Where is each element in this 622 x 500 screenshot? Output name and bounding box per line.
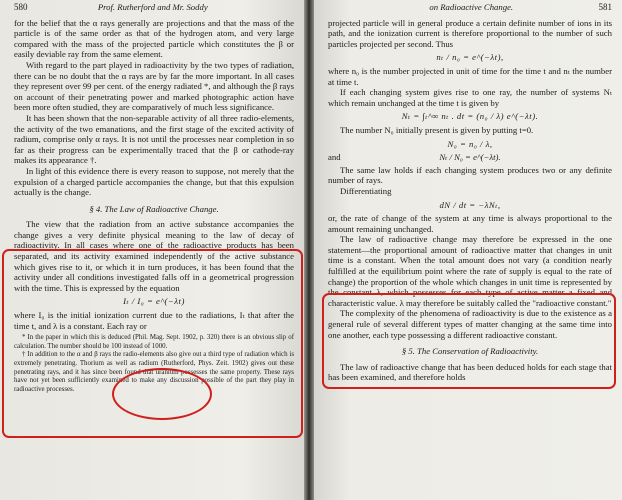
left-paragraph-2: With regard to the part played in radioactivity by the two types of radiation, there can be no doubt that the α rays are by far the more important. In all cases they represent over 99 per cent. of the energy radiated *, and although the β rays on account of their penetrating power and marked photographic action have been more often studied, they are comparatively of much less significance. bbox=[14, 59, 294, 113]
right-paragraph-6: Differentiating bbox=[340, 185, 392, 196]
right-paragraph-8: The complexity of the phenomena of radioactivity is due to the existence as a general rule of several different types of matter changing at the same time into one another, each type possessing a different radioactive constant. bbox=[328, 308, 612, 340]
right-paragraph-7: or, the rate of change of the system at any time is always proportional to the amount remaining unchanged. bbox=[328, 213, 612, 234]
left-paragraph-1: for the belief that the α rays generally are projections and that the mass of the particle is of the same order as that of the hydrogen atom, and very large compared with the mass of the projected particle which constitutes the β or easily deviable ray from the same element. bbox=[14, 17, 294, 60]
right-page-number: 581 bbox=[598, 2, 612, 12]
left-paragraph-4: In light of this evidence there is every reason to suppose, not merely that the expulsion of a charged particle accompanies the change, but that this expulsion actually is the change. bbox=[14, 165, 294, 198]
boxed-law-paragraph: The law of radioactive change may therefore be expressed in the one statement—the proportional amount of radioactive matter that changes in unit time is a constant. When the total amount does not vary (a condition nearly fulfilled at the equilibrium point where the rate of supply is equal to the rate of change) the proportion of the whole which changes in unit time is represented by the constant λ, which possesses for each type of active matter a fixed and characteristic value. λ may therefore be suitably called the "radioactive constant." bbox=[328, 234, 612, 308]
and-label: and bbox=[328, 152, 341, 163]
decay-equation: Iₜ / I₀ = e^(−λt) bbox=[123, 296, 185, 307]
equation-ratio-n: nₜ / n₀ = e^(−λt), bbox=[436, 52, 504, 63]
right-paragraph-5: The same law holds if each changing system produces two or any definite number of rays. bbox=[328, 164, 612, 186]
right-running-title: on Radioactive Change. bbox=[429, 2, 514, 12]
right-running-head bbox=[328, 2, 612, 13]
left-running-head bbox=[14, 2, 294, 13]
section-5-heading: § 5. The Conservation of Radioactivity. bbox=[401, 346, 539, 357]
left-running-title: Prof. Rutherford and Mr. Soddy bbox=[97, 2, 208, 12]
equation-row-and bbox=[328, 152, 612, 163]
footnotes bbox=[14, 334, 294, 394]
right-paragraph-4: The number N₀ initially present is given by putting t=0. bbox=[340, 124, 534, 135]
equation-derivative: dN / dt = −λNₜ, bbox=[439, 199, 501, 210]
right-page bbox=[314, 0, 622, 500]
left-page-number: 580 bbox=[14, 2, 28, 12]
right-paragraph-2: where n₀ is the number projected in unit of time for the time t and nₜ the number at time t. bbox=[328, 65, 612, 87]
right-paragraph-1: projected particle will in general produce a certain definite number of ions in its path, and the ionization current is therefore proportional to the number of such particles projected per second. Thus bbox=[328, 17, 612, 49]
equation-ratio-N: Nₜ / N₀ = e^(−λt). bbox=[439, 152, 501, 163]
footnote-2: † In addition to the α and β rays the radio-elements also give out a third type of radiation which is extremely penetrating. Thorium as well as radium (Rutherford, Phys. Zeit. 1902) gives out these penetrating rays, and it has since been found that uranium possesses the same property. These rays have not yet been sufficiently examined to make any discussion possible of the part they play in radioactive processes. bbox=[14, 351, 294, 393]
left-paragraph-3: It has been shown that the non-separable activity of all three radio-elements, the activity of the two emanations, and the first stage of the excited activity of radium, comprise only α rays. It is not until the processes near completion in so far as their progress can be experimentally traced that the β or cathode-ray makes its appearance †. bbox=[14, 112, 294, 166]
section-4-paragraph: The view that the radiation from an active substance accompanies the change gives a very definite physical meaning to the law of decay of radioactivity. In all cases where one of the radioactive products has been separated, and its activity examined independently of the active substance which gives rise to it, or which it in turn produces, it has been found that the activity under all conditions investigated falls off in a geometrical progression with the time. This is expressed by the equation bbox=[14, 219, 294, 293]
footnote-1: * In the paper in which this is deduced (Phil. Mag. Sept. 1902, p. 320) there is an obvious slip of calculation. The number should be 100 instead of 1000. bbox=[14, 334, 294, 350]
equation-n0: N₀ = n₀ / λ, bbox=[447, 138, 493, 149]
book-gutter bbox=[304, 0, 314, 500]
section-4-heading: § 4. The Law of Radioactive Change. bbox=[89, 203, 219, 214]
left-page bbox=[0, 0, 304, 500]
equation-integral: Nₜ = ∫ₜ^∞ nₜ . dt = (n₀ / λ) e^(−λt). bbox=[401, 111, 539, 122]
right-paragraph-3: If each changing system gives rise to one ray, the number of systems Nₜ which remain unchanged at the time t is given by bbox=[328, 87, 612, 108]
after-equation-text: where I₀ is the initial ionization current due to the radiations, Iₜ that after the time t, and λ is a constant. Each ray or bbox=[14, 310, 294, 331]
right-paragraph-9: The law of radioactive change that has been deduced holds for each stage that has been examined, and therefore holds bbox=[328, 361, 612, 383]
